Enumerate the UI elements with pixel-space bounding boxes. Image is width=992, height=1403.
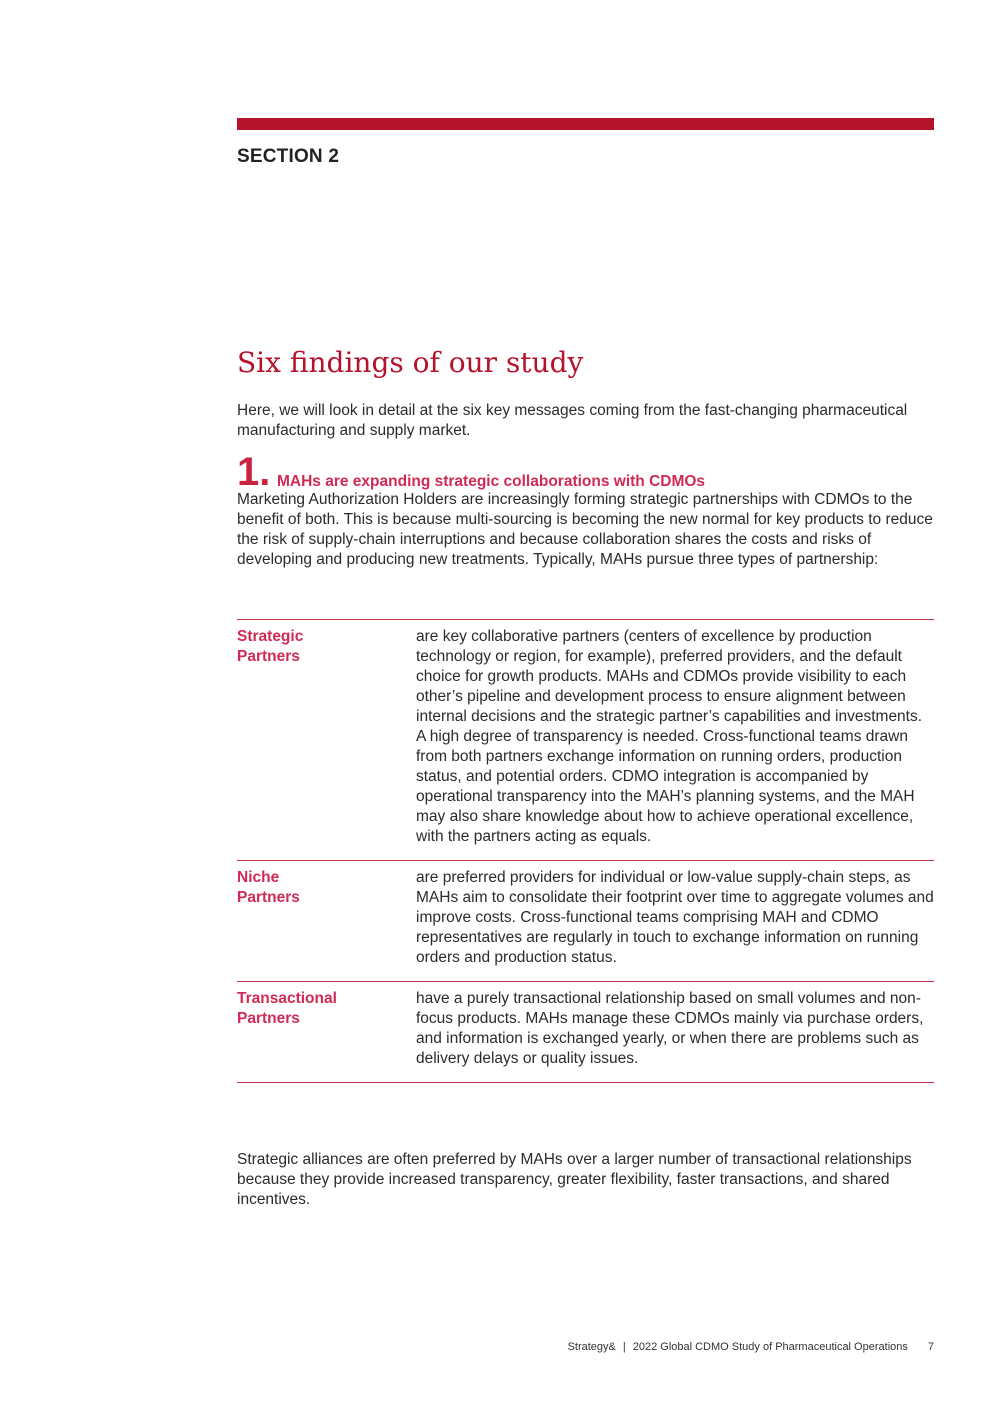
partnership-description: have a purely transactional relationship based on small volumes and non-focus products. MAHs manage these CDMOs mainly via purchase orders, and information is exchanged yearly, or when there are problems such as delivery delays or quality issues. [416,990,924,1067]
finding-number: 1. [237,450,271,494]
intro-paragraph: Here, we will look in detail at the six key messages coming from the fast-changing pharmaceutical manufacturing and supply market. [237,402,908,439]
partnership-name-text: Strategic Partners [237,628,304,665]
partnership-row-strategic [237,620,934,861]
page-number: 7 [927,1341,934,1353]
partnership-name [237,868,416,968]
partnership-row-transactional [237,982,934,1083]
partnership-types-table [237,619,934,1083]
finding-1 [237,452,934,570]
partnership-name-text: Transactional Partners [237,990,337,1027]
footer-separator: | [622,1341,626,1353]
finding-title: MAHs are expanding strategic collaborations with CDMOs [277,473,706,490]
partnership-name [237,989,416,1069]
closing-paragraph: Strategic alliances are often preferred by MAHs over a larger number of transactional relationships because they provide increased transparency, greater flexibility, faster transactions, and shared incentives. [237,1151,912,1208]
partnership-name-text: Niche Partners [237,869,300,906]
partnership-row-niche [237,861,934,982]
page-footer [568,1341,934,1353]
partnership-description: are key collaborative partners (centers of excellence by production technology or region, for example), preferred providers, and the default choice for growth products. MAHs and CDMOs provide visibility to each other’s pipeline and development process to ensure alignment between internal decisions and the strategic partner’s capabilities and investments. A high degree of transparency is needed. Cross-functional teams drawn from both partners exchange information on running orders, production status, and potential orders. CDMO integration is accompanied by operational transparency into the MAH’s planning systems, and the MAH may also share knowledge about how to achieve operational excellence, with the partners acting as equals. [416,628,923,845]
section-accent-bar [237,118,934,130]
section-label: SECTION 2 [237,146,340,167]
footer-brand: Strategy& [567,1341,616,1353]
finding-heading [237,450,934,494]
partnership-description: are preferred providers for individual or low-value supply-chain steps, as MAHs aim to consolidate their footprint over time to aggregate volumes and improve costs. Cross-functional teams comprising MAH and CDMO representatives are regularly in touch to exchange information on running orders and production status. [416,869,934,966]
footer-publication: 2022 Global CDMO Study of Pharmaceutical Operations [632,1341,908,1353]
page-title: Six findings of our study [237,346,584,379]
finding-body: Marketing Authorization Holders are increasingly forming strategic partnerships with CDMOs to the benefit of both. This is because multi-sourcing is becoming the new normal for key products to reduce the risk of supply-chain interruptions and because collaboration shares the costs and risks of developing and producing new treatments. Typically, MAHs pursue three types of partnership: [237,491,933,568]
partnership-name [237,627,416,847]
